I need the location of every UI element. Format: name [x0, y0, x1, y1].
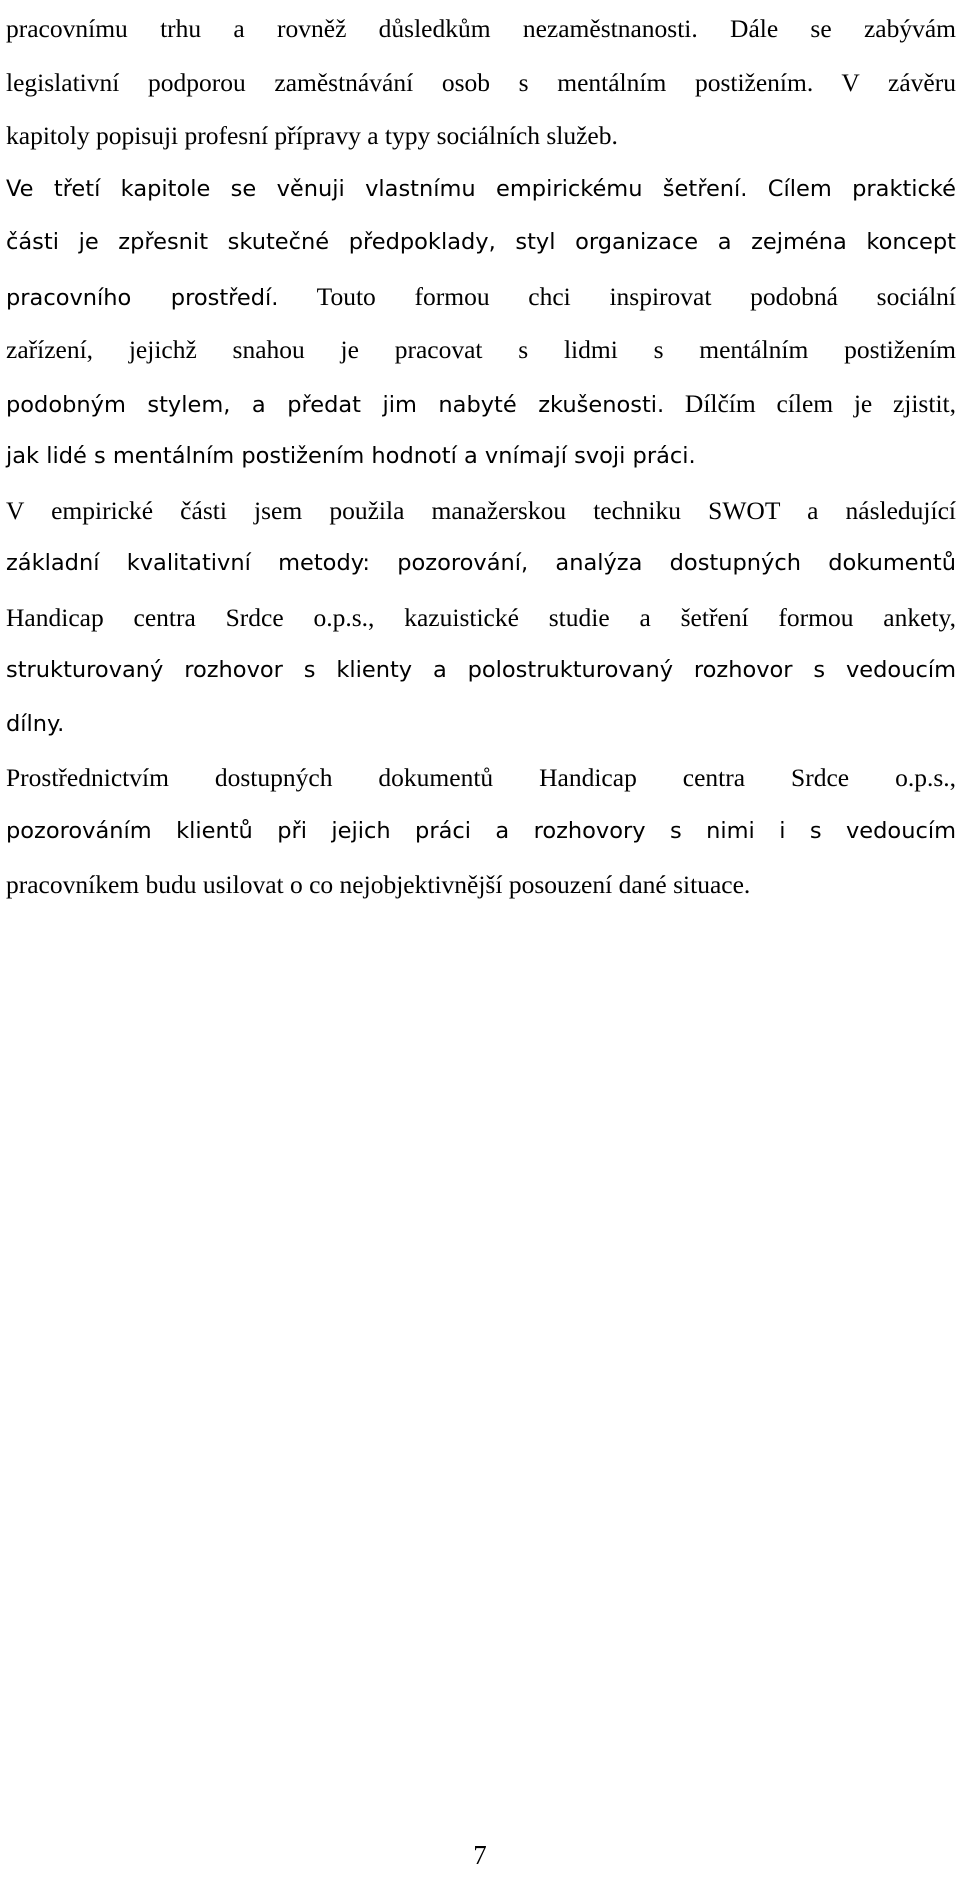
text-segment: Touto formou chci inspirovat podobná sociální [278, 281, 956, 311]
text-line [6, 377, 956, 431]
text-line [6, 751, 956, 805]
text-line: základní kvalitativní metody: pozorování, analýza dostupných dokumentů [6, 550, 956, 576]
text-line: pozorováním klientů při jejich práci a rozhovory s nimi i s vedoucím [6, 817, 956, 844]
text-line: Ve třetí kapitole se věnuji vlastnímu empirickému šetření. Cílem praktické [6, 175, 956, 202]
text-line: Handicap centra Srdce o.p.s., kazuistické studie a šetření formou ankety, [6, 602, 956, 632]
text-line: legislativní podporou zaměstnávání osob s mentálním postižením. V závěru [6, 67, 956, 97]
text-line: kapitoly popisuji profesní přípravy a typy sociálních služeb. [6, 121, 618, 150]
text-line: jak lidé s mentálním postižením hodnotí a vnímají svoji práci. [6, 443, 696, 469]
text-line: části je zpřesnit skutečné předpoklady, styl organizace a zejména koncept [6, 229, 956, 255]
text-segment: pracovního prostředí. [6, 284, 279, 311]
text-line: pracovníkem budu usilovat o co nejobjektivnější posouzení dané situace. [6, 870, 751, 899]
text-line [6, 484, 956, 538]
text-segment: Prostřednictvím dostupných dokumentů Handicap centra Srdce o.p.s., [6, 763, 956, 792]
text-segment: V empirické části jsem použila manažerskou techniku SWOT a následující [6, 495, 956, 525]
page-number: 7 [473, 1840, 487, 1870]
document-body [6, 2, 956, 912]
text-segment: Dílčím cílem je zjistit, [664, 388, 956, 418]
text-segment: podobným stylem, a předat jim nabyté zkušenosti. [6, 391, 665, 418]
text-line: dílny. [6, 710, 65, 737]
text-line: zařízení, jejichž snahou je pracovat s lidmi s mentálním postižením [6, 335, 956, 364]
text-line [6, 270, 956, 324]
text-line: pracovnímu trhu a rovněž důsledkům nezaměstnanosti. Dále se zabývám [6, 14, 956, 43]
text-line: strukturovaný rozhovor s klienty a polostrukturovaný rozhovor s vedoucím [6, 657, 956, 683]
